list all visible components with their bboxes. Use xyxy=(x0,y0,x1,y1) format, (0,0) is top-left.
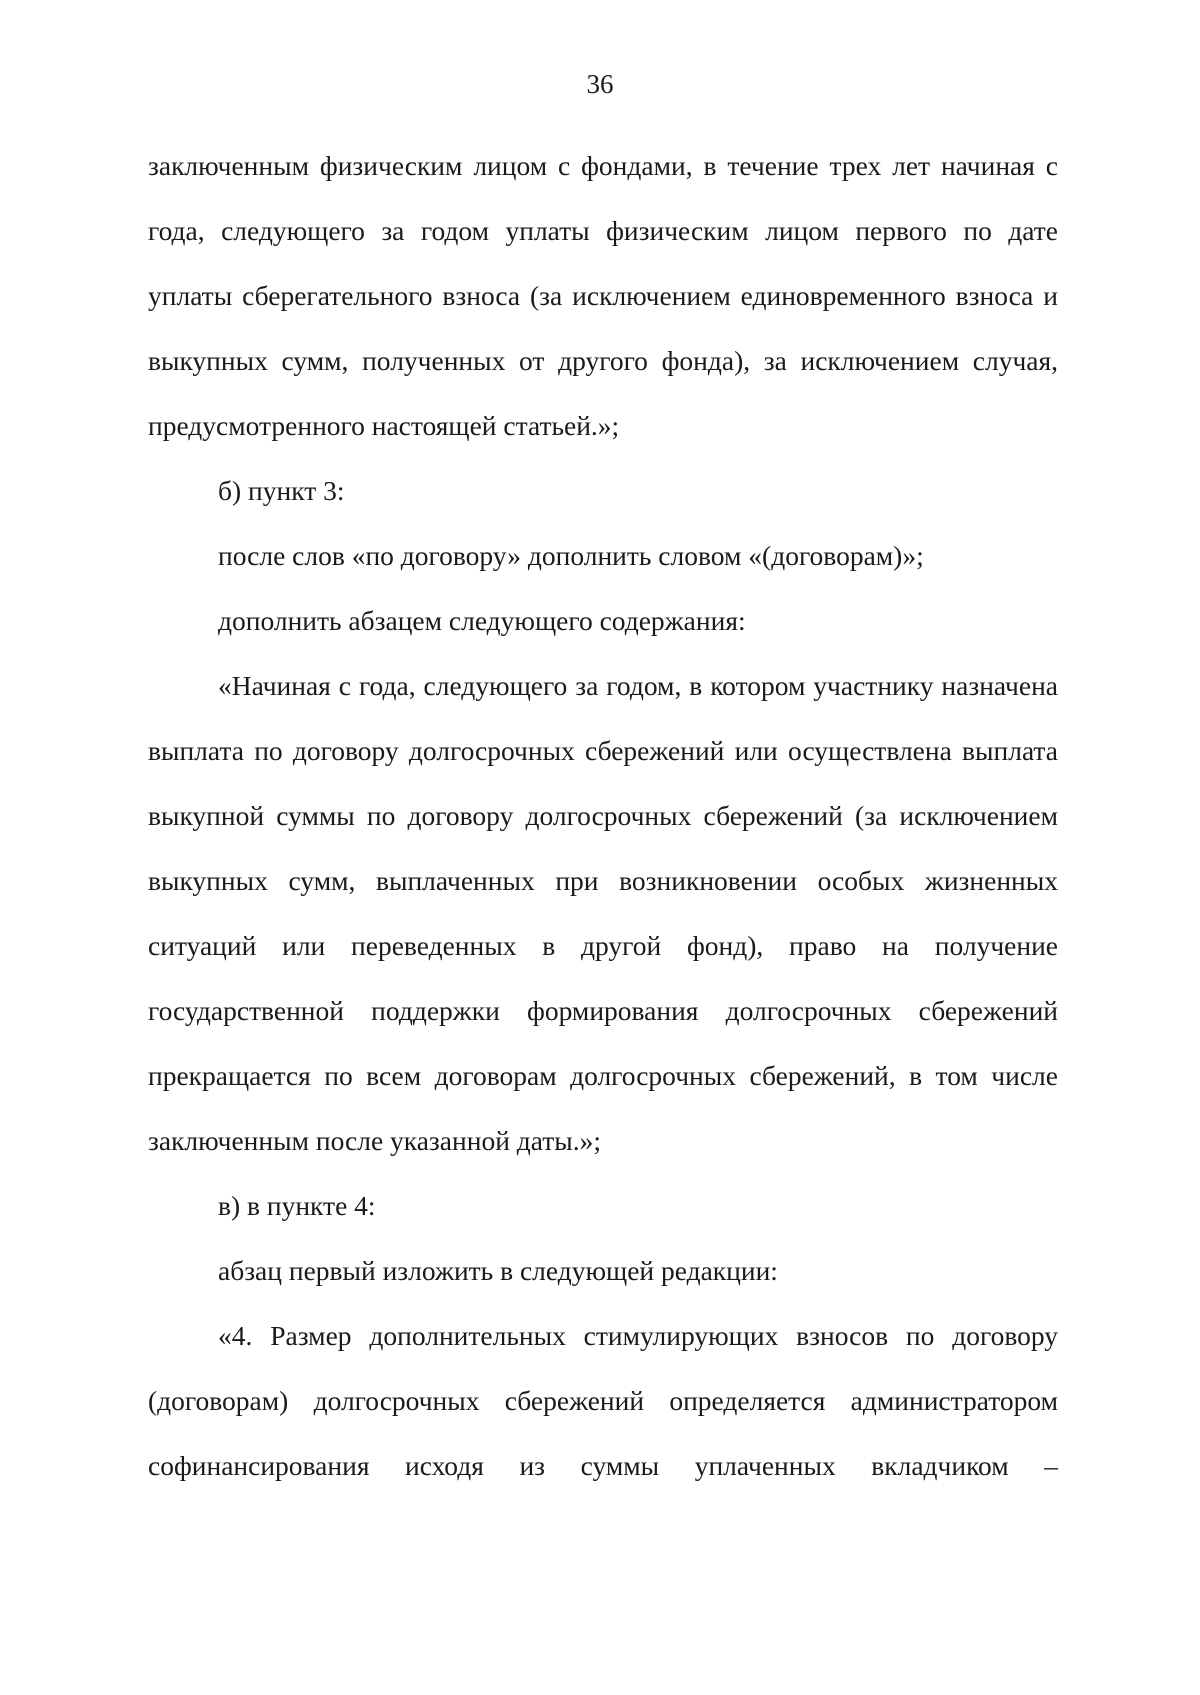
document-body xyxy=(148,133,1058,1498)
paragraph-quoted-text: «Начиная с года, следующего за годом, в котором участнику назначена выплата по договору долгосрочных сбережений или осуществлена выплата выкупной суммы по договору долгосрочных сбережений (за исключением выкупных сумм, выплаченных при возникновении особых жизненных ситуаций или переведенных в другой фонд), право на получение государственной поддержки формирования долгосрочных сбережений прекращается по всем договорам долгосрочных сбережений, в том числе заключенным после указанной даты.»; xyxy=(148,670,1058,1156)
paragraph-amendment-1: после слов «по договору» дополнить словом «(договорам)»; xyxy=(218,540,924,571)
paragraph-amendment-2: дополнить абзацем следующего содержания: xyxy=(218,605,746,636)
paragraph-continuation: заключенным физическим лицом с фондами, в течение трех лет начиная с года, следующего за годом уплаты физическим лицом первого по дате уплаты сберегательного взноса (за исключением единовременного взноса и выкупных сумм, полученных от другого фонда), за исключением случая, предусмотренного настоящей статьей.»; xyxy=(148,150,1058,441)
paragraph-subitem-v: в) в пункте 4: xyxy=(218,1190,376,1221)
paragraph-quoted-point-4: «4. Размер дополнительных стимулирующих взносов по договору (договорам) долгосрочных сбережений определяется администратором софинансирования исходя из суммы уплаченных вкладчиком – xyxy=(148,1320,1058,1481)
page-number: 36 xyxy=(586,69,614,99)
paragraph-subitem-b: б) пункт 3: xyxy=(218,475,345,506)
paragraph-amendment-3: абзац первый изложить в следующей редакции: xyxy=(218,1255,778,1286)
